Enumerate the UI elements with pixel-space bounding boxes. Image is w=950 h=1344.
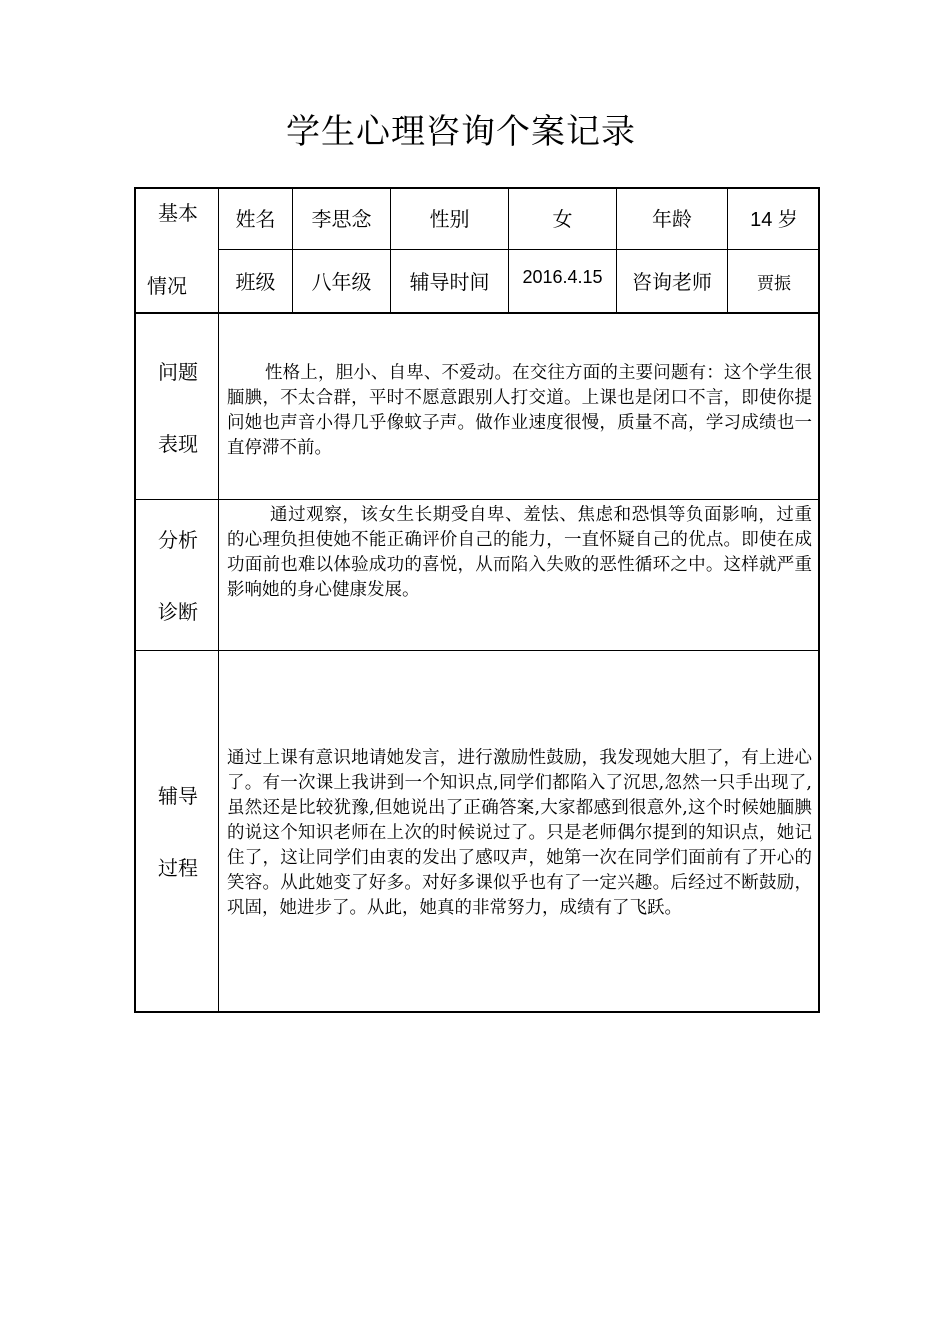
time-label: 辅导时间 bbox=[409, 270, 490, 294]
analysis-label: 分析 bbox=[158, 528, 198, 552]
process-label: 过程 bbox=[158, 856, 198, 880]
gender-label: 性别 bbox=[429, 207, 470, 231]
class-label: 班级 bbox=[235, 270, 276, 294]
basic-section-label: 情况 bbox=[147, 274, 187, 298]
divider bbox=[218, 187, 219, 1013]
age-label: 年龄 bbox=[652, 207, 692, 231]
analysis-label: 诊断 bbox=[158, 600, 198, 624]
page-title: 学生心理咨询个案记录 bbox=[286, 112, 636, 152]
divider bbox=[218, 249, 820, 250]
name-label: 姓名 bbox=[235, 207, 276, 231]
name-value: 李思念 bbox=[311, 207, 372, 231]
process-text: 通过上课有意识地请她发言，进行激励性鼓励，我发现她大胆了，有上进心了。有一次课上我讲到一个知识点,同学们都陷入了沉思,忽然一只手出现了,虽然还是比较犹豫,但她说出了正确答案,大家都感到很意外,这个时候她腼腆的说这个知识老师在上次的时候说过了。只是老师偶尔提到的知识点，她记住了，这让同学们由衷的发出了感叹声，她第一次在同学们面前有了开心的笑容。从此她变了好多。对好多课似乎也有了一定兴趣。后经过不断鼓励，巩固，她进步了。从此，她真的非常努力，成绩有了飞跃。 bbox=[227, 748, 812, 918]
analysis-text: 通过观察，该女生长期受自卑、羞怯、焦虑和恐惧等负面影响，过重的心理负担使她不能正确评价自己的能力，一直怀疑自己的优点。即使在成功面前也难以体验成功的喜悦，从而陷入失败的恶性循环之中。这样就严重影响她的身心健康发展。 bbox=[227, 505, 812, 600]
divider bbox=[134, 499, 820, 500]
teacher-label: 咨询老师 bbox=[632, 270, 712, 294]
class-value: 八年级 bbox=[311, 270, 372, 294]
problem-label: 表现 bbox=[158, 432, 198, 456]
teacher-value: 贾振 bbox=[757, 274, 791, 294]
problem-label: 问题 bbox=[158, 360, 198, 384]
gender-value: 女 bbox=[552, 207, 573, 231]
age-value: 14 岁 bbox=[750, 209, 798, 231]
time-value: 2016.4.15 bbox=[522, 267, 603, 287]
problem-text: 性格上，胆小、自卑、不爱动。在交往方面的主要问题有：这个学生很腼腆，不太合群，平时不愿意跟别人打交道。上课也是闭口不言，即使你提问她也声音小得几乎像蚊子声。做作业速度很慢，质量不高，学习成绩也一直停滞不前。 bbox=[227, 363, 812, 458]
basic-section-label: 基本 bbox=[158, 201, 198, 225]
process-label: 辅导 bbox=[158, 784, 198, 808]
divider bbox=[134, 312, 820, 314]
divider bbox=[134, 650, 820, 651]
